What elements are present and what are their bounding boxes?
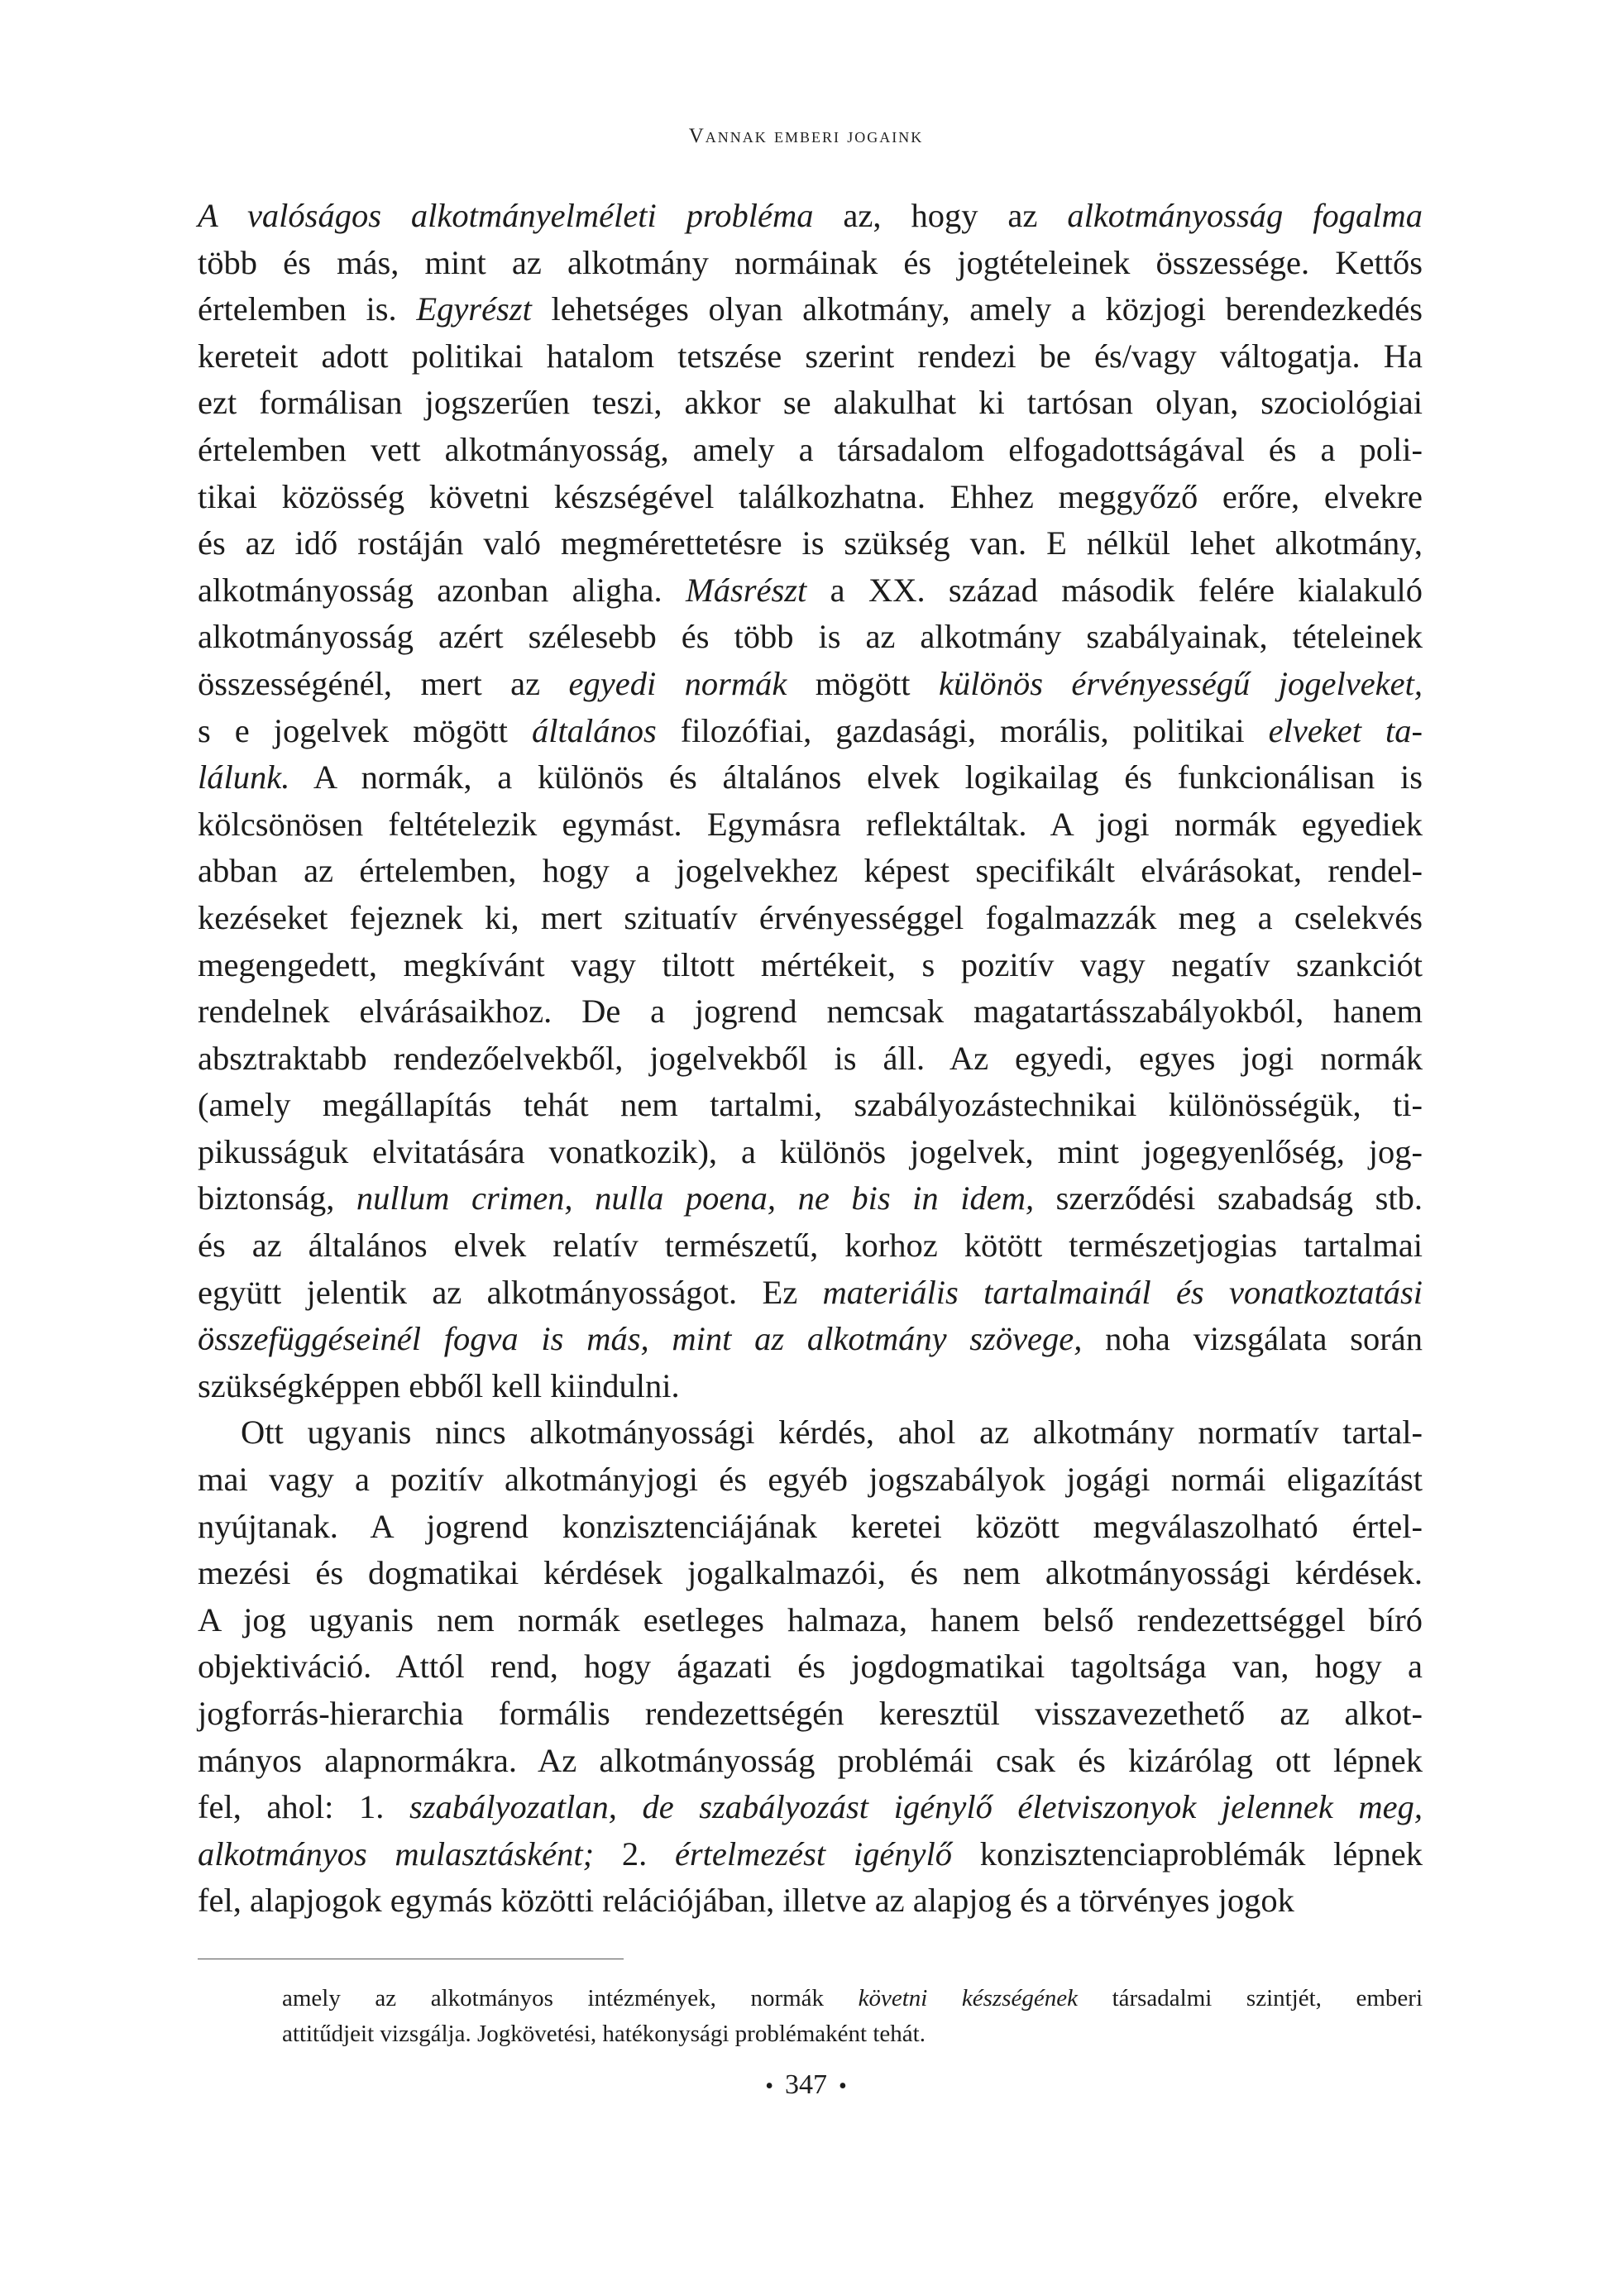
text-line: biztonság, nullum crimen, nulla poena, ne bis in idem, szerződési szabadság stb. (198, 1179, 1423, 1217)
text-line: lálunk. A normák, a különös és általános elvek logikailag és funkcionálisan is (198, 758, 1423, 796)
text-line: s e jogelvek mögött általános filozófiai, gazdasági, morális, politikai elveket ta- (198, 711, 1423, 749)
text-line: értelemben vett alkotmányosság, amely a társadalom elfogadottságával és a poli- (198, 430, 1423, 468)
text-line: mai vagy a pozitív alkotmányjogi és egyéb jogszabályok jogági normái eligazítást (198, 1461, 1423, 1499)
text-line: pikusságuk elvitatására vonatkozik), a különös jogelvek, mint jogegyenlőség, jog- (198, 1132, 1423, 1170)
text-line: (amely megállapítás tehát nem tartalmi, szabályozástechnikai különösségük, ti- (198, 1086, 1423, 1124)
text-line: tikai közösség követni készségével találkozhatna. Ehhez meggyőző erőre, elvekre (198, 477, 1423, 515)
text-line: mezési és dogmatikai kérdések jogalkalmazói, és nem alkotmányossági kérdések. (198, 1554, 1423, 1592)
bullet-left-icon: • (765, 2074, 773, 2100)
text-line: ezt formálisan jogszerűen teszi, akkor se alakulhat ki tartósan olyan, szociológiai (198, 384, 1423, 422)
text-line: nyújtanak. A jogrend konzisztenciájának keretei között megválaszolható értel- (198, 1507, 1423, 1545)
text-line: abban az értelemben, hogy a jogelvekhez képest specifikált elvárásokat, rendel- (198, 852, 1423, 890)
text-line: összességénél, mert az egyedi normák mögött különös érvényességű jogelveket, (198, 664, 1423, 702)
text-line: Ott ugyanis nincs alkotmányossági kérdés, ahol az alkotmány normatív tartal- (241, 1413, 1423, 1452)
footnote-line: amely az alkotmányos intézmények, normák követni készségének társadalmi szintjét, emberi (282, 1985, 1423, 2011)
page-number: 347 (785, 2069, 827, 2100)
text-line: szükségképpen ebből kell kiindulni. (198, 1366, 680, 1404)
text-line: A valóságos alkotmányelméleti probléma az, hogy az alkotmányosság fogalma (198, 197, 1423, 234)
text-line: több és más, mint az alkotmány normáinak és jogtételeinek összessége. Kettős (198, 243, 1423, 281)
page-number-footer (0, 2069, 1612, 2101)
text-line: objektiváció. Attól rend, hogy ágazati és jogdogmatikai tagoltsága van, hogy a (198, 1648, 1423, 1686)
text-line: kereteit adott politikai hatalom tetszése szerint rendezi be és/vagy váltogatja. Ha (198, 337, 1423, 375)
text-line: alkotmányos mulasztásként; 2. értelmezést igénylő konzisztenciaproblémák lépnek (198, 1834, 1423, 1873)
body-text (198, 193, 1423, 1925)
text-line: összefüggéseinél fogva is más, mint az alkotmány szövege, noha vizsgálata során (198, 1320, 1423, 1358)
footnote-line: attitűdjeit vizsgálja. Jogkövetési, hatékonysági problémaként tehát. (282, 2021, 926, 2047)
text-line: együtt jelentik az alkotmányosságot. Ez materiális tartalmainál és vonatkoztatási (198, 1273, 1423, 1311)
text-line: jogforrás-hierarchia formális rendezettségén keresztül visszavezethető az alkot- (198, 1695, 1423, 1732)
text-line: megengedett, megkívánt vagy tiltott mértékeit, s pozitív vagy negatív szankciót (198, 945, 1423, 983)
text-line: és az idő rostáján való megmérettetésre is szükség van. E nélkül lehet alkotmány, (198, 524, 1423, 562)
text-line: A jog ugyanis nem normák esetleges halmaza, hanem belső rendezettséggel bíró (198, 1600, 1423, 1638)
text-line: mányos alapnormákra. Az alkotmányosság problémái csak és kizárólag ott lépnek (198, 1741, 1423, 1779)
text-line: absztraktabb rendezőelvekből, jogelvekből is áll. Az egyedi, egyes jogi normák (198, 1039, 1423, 1077)
text-line: alkotmányosság azért szélesebb és több is az alkotmány szabályainak, tételeinek (198, 618, 1423, 656)
text-line: és az általános elvek relatív természetű, korhoz kötött természetjogias tartalmai (198, 1227, 1423, 1265)
bullet-right-icon: • (839, 2074, 847, 2100)
footnote (282, 1981, 1423, 2052)
running-head: Vannak emberi jogaink (688, 125, 924, 147)
text-line: fel, ahol: 1. szabályozatlan, de szabályozást igénylő életviszonyok jelennek meg, (198, 1788, 1423, 1826)
text-line: alkotmányosság azonban aligha. Másrészt a XX. század második felére kialakuló (198, 571, 1423, 609)
text-line: értelemben is. Egyrészt lehetséges olyan alkotmány, amely a közjogi berendezkedés (198, 290, 1423, 328)
text-line: fel, alapjogok egymás közötti relációjában, illetve az alapjog és a törvényes jogok (198, 1882, 1294, 1920)
text-line: kezéseket fejeznek ki, mert szituatív érvényességgel fogalmazzák meg a cselekvés (198, 898, 1423, 936)
text-line: rendelnek elvárásaikhoz. De a jogrend nemcsak magatartásszabályokból, hanem (198, 993, 1423, 1031)
text-line: kölcsönösen feltételezik egymást. Egymásra reflektáltak. A jogi normák egyediek (198, 805, 1423, 843)
